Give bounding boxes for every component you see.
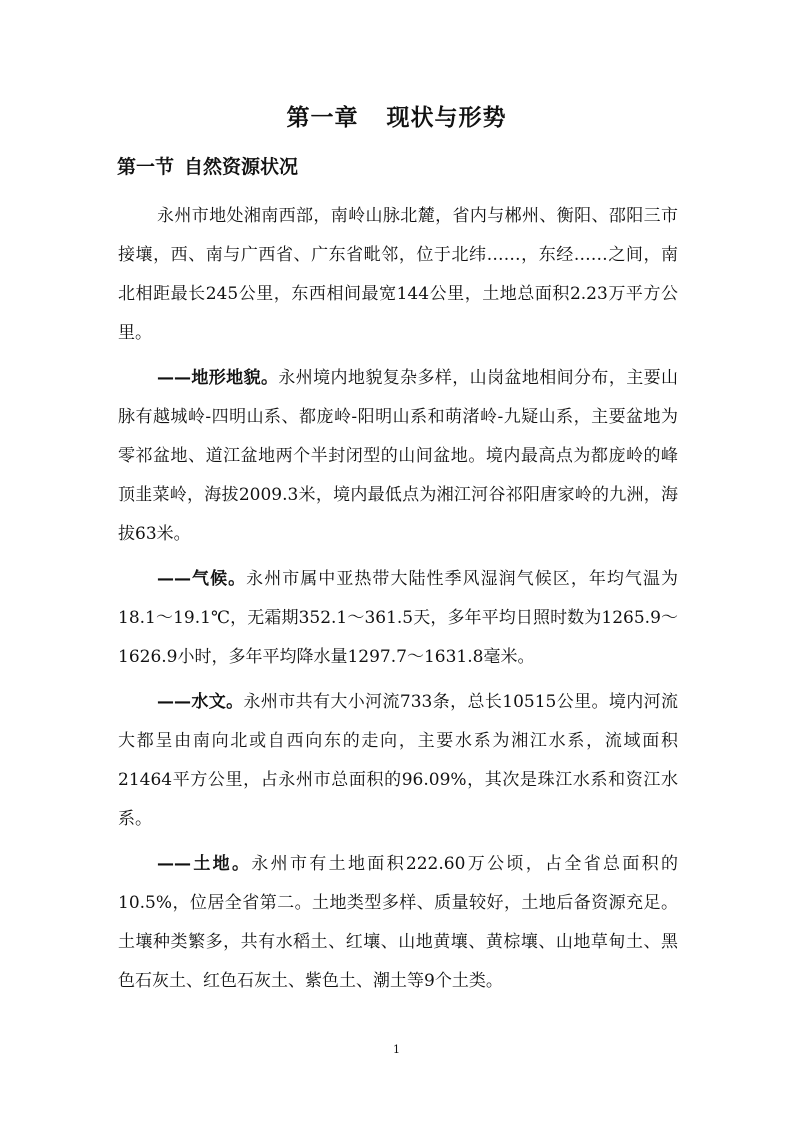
- chapter-number: 第一章: [286, 105, 359, 131]
- paragraph-lead: ——水文。: [157, 692, 244, 712]
- paragraph-location: [118, 197, 678, 353]
- paragraph-climate: [118, 560, 678, 677]
- body-text: [118, 197, 678, 1007]
- chapter-name: 现状与形势: [386, 105, 507, 131]
- paragraph-land: [118, 845, 678, 1001]
- paragraph-lead: ——土地。: [157, 854, 252, 874]
- paragraph-lead: ——气候。: [157, 569, 247, 589]
- paragraph-text: 永州市有土地面积222.60万公顷，占全省总面积的10.5%，位居全省第二。土地类型多样、质量较好，土地后备资源充足。土壤种类繁多，共有水稻土、红壤、山地黄壤、黄棕壤、山地草甸土、黑色石灰土、红色石灰土、紫色土、潮土等9个土类。: [118, 854, 679, 991]
- paragraph-text: 永州境内地貌复杂多样，山岗盆地相间分布，主要山脉有越城岭-四明山系、都庞岭-阳明山系和萌渚岭-九疑山系，主要盆地为零祁盆地、道江盆地两个半封闭型的山间盆地。境内最高点为都庞岭的峰顶韭菜岭，海拔2009.3米，境内最低点为湘江河谷祁阳唐家岭的九洲，海拔63米。: [118, 368, 679, 544]
- paragraph-text: 永州市共有大小河流733条，总长10515公里。境内河流大都呈由南向北或自西向东的走向，主要水系为湘江水系，流域面积21464平方公里，占永州市总面积的96.09%，其次是珠江水系和资江水系。: [118, 692, 678, 829]
- paragraph-lead: ——地形地貌。: [157, 368, 279, 388]
- paragraph-terrain: [118, 359, 678, 554]
- paragraph-text: 永州市属中亚热带大陆性季风湿润气候区，年均气温为18.1～19.1℃，无霜期352.1～361.5天，多年平均日照时数为1265.9～1626.9小时，多年平均降水量1297.7～1631.8毫米。: [118, 569, 679, 667]
- section-number: 第一节: [117, 156, 175, 178]
- page-number: 1: [393, 1043, 400, 1056]
- chapter-title: [0, 100, 793, 136]
- section-title: [117, 152, 298, 182]
- paragraph-text: 永州市地处湘南西部，南岭山脉北麓，省内与郴州、衡阳、邵阳三市接壤，西、南与广西省、广东省毗邻，位于北纬……，东经……之间，南北相距最长245公里，东西相间最宽144公里，土地总面积2.23万平方公里。: [118, 206, 678, 343]
- paragraph-hydrology: [118, 683, 678, 839]
- section-name: 自然资源状况: [184, 156, 299, 178]
